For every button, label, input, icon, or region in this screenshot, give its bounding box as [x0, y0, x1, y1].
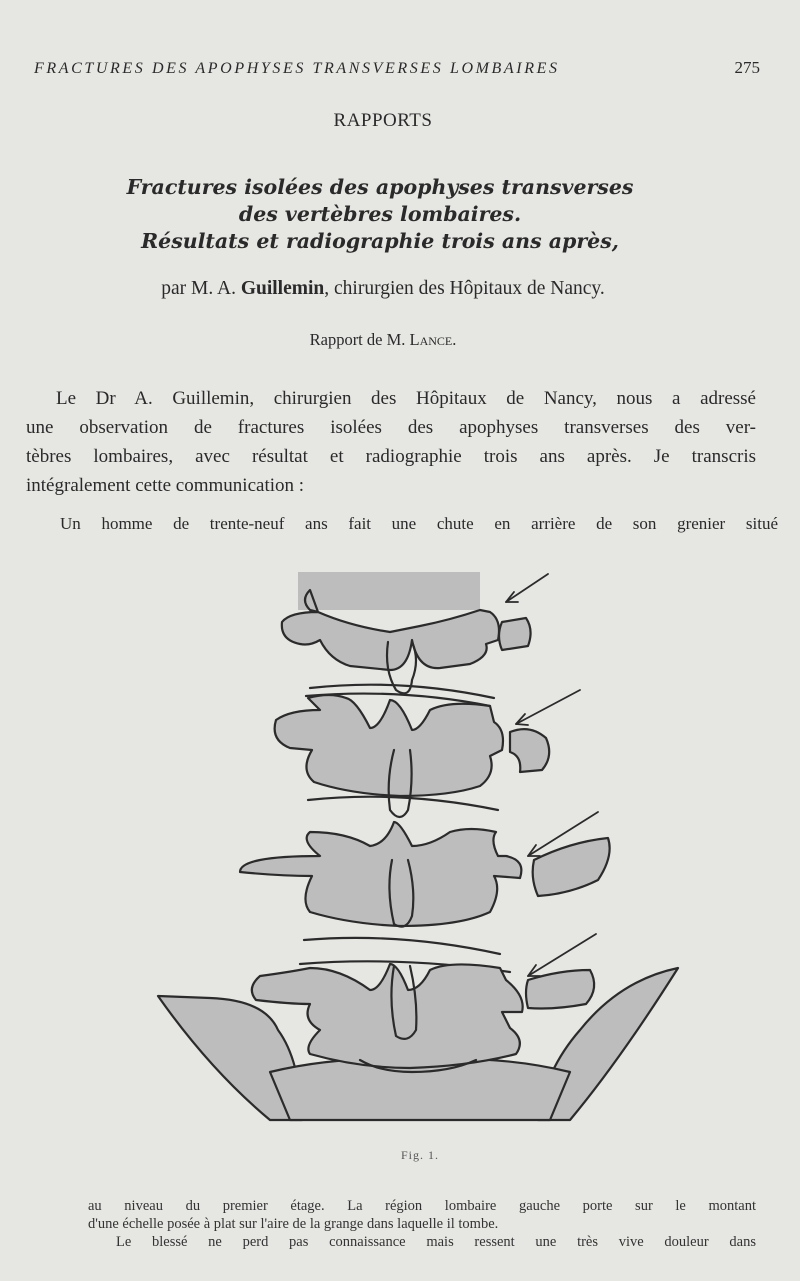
- running-head: [34, 58, 760, 78]
- paragraph-1-line-3: tèbres lombaires, avec résultat et radiographie trois ans après. Je transcris: [26, 446, 756, 467]
- paragraph-2: Un homme de trente-neuf ans fait une chute en arrière de son grenier situé: [60, 514, 778, 533]
- byline-prefix: par M. A.: [161, 278, 236, 299]
- left-iliac-wing: [158, 996, 302, 1120]
- spine-drawing: [150, 560, 690, 1135]
- paragraph-3-line-1: au niveau du premier étage. La région lombaire gauche porte sur le montant: [88, 1198, 756, 1214]
- vertebra-l1-fragment: [499, 618, 531, 650]
- page-number: 275: [734, 58, 760, 77]
- paragraph-3-line-2: d'une échelle posée à plat sur l'aire de la grange dans laquelle il tombe.: [88, 1216, 499, 1232]
- vertebra-l4: [252, 964, 523, 1068]
- running-head-title: FRACTURES DES APOPHYSES TRANSVERSES LOMBAIRES: [34, 60, 560, 77]
- paragraph-1-line-2: une observation de fractures isolées des apophyses transverses des ver-: [26, 417, 756, 438]
- vertebra-l2-fragment: [510, 729, 549, 772]
- section-title: RAPPORTS: [333, 110, 433, 131]
- vertebra-l3: [240, 822, 521, 926]
- paragraph-1-line-4: intégralement cette communication :: [26, 475, 305, 496]
- figure-caption: Fig. 1.: [400, 1148, 439, 1162]
- report-line-prefix: Rapport de M.: [309, 330, 406, 349]
- figure-lumbar-spine: [150, 560, 690, 1135]
- report-line: [0, 330, 766, 350]
- paragraph-1: [26, 384, 756, 500]
- vertebra-l1-body: [298, 572, 480, 610]
- paragraph-3-line-3: Le blessé ne perd pas connaissance mais ressent une très vive douleur dans: [116, 1234, 756, 1250]
- byline-suffix: , chirurgien des Hôpitaux de Nancy.: [324, 278, 605, 299]
- paragraph-1-line-1: Le Dr A. Guillemin, chirurgien des Hôpitaux de Nancy, nous a adressé: [56, 388, 756, 409]
- paragraph-3: [88, 1197, 756, 1251]
- article-title-line-3: Résultats et radiographie trois ans après,: [141, 229, 619, 253]
- byline: [0, 278, 766, 300]
- article-title-line-1: Fractures isolées des apophyses transverses: [126, 175, 634, 199]
- article-title-line-2: des vertèbres lombaires.: [238, 202, 522, 226]
- report-line-name: Lance.: [409, 330, 457, 349]
- article-title: [0, 174, 760, 255]
- byline-author: Guillemin: [240, 278, 325, 299]
